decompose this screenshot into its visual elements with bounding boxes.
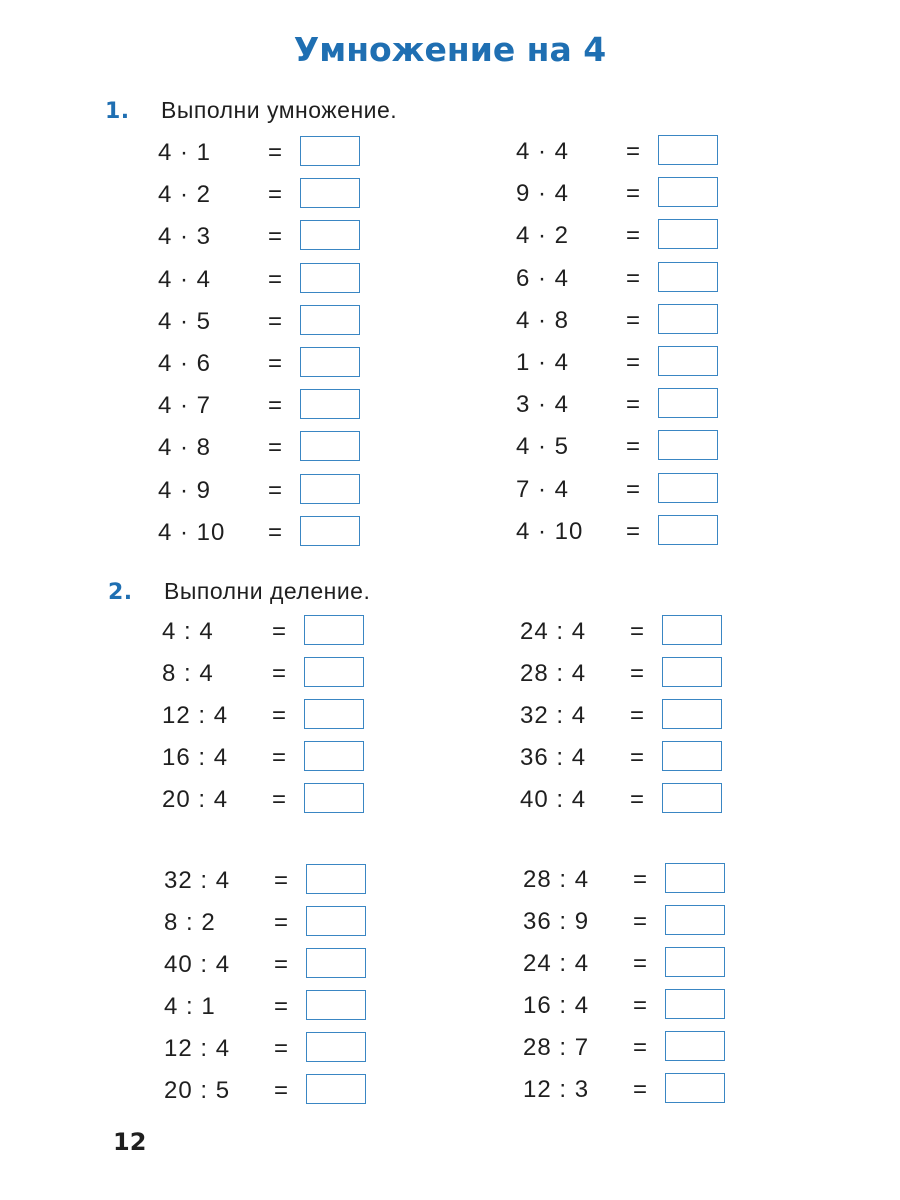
exercise-row (516, 304, 720, 338)
exercise-row (516, 262, 720, 296)
exercise-row (158, 178, 362, 212)
answer-box[interactable] (300, 389, 360, 419)
exercise-expression: 16 : 4 (523, 992, 590, 1019)
exercise-expression: 9 · 4 (516, 180, 570, 207)
answer-box[interactable] (662, 657, 722, 687)
exercise-expression: 1 · 4 (516, 349, 570, 376)
task-2-number: 2. (108, 580, 133, 605)
equals-sign: = (626, 518, 642, 545)
equals-sign: = (268, 181, 284, 208)
exercise-expression: 4 · 8 (516, 307, 570, 334)
exercise-expression: 36 : 9 (523, 908, 590, 935)
task-1-header (105, 97, 397, 124)
exercise-row (158, 474, 362, 508)
equals-sign: = (272, 786, 288, 813)
equals-sign: = (268, 434, 284, 461)
answer-box[interactable] (300, 516, 360, 546)
answer-box[interactable] (658, 219, 718, 249)
exercise-row (516, 135, 720, 169)
exercise-row (516, 346, 720, 380)
exercise-row (158, 347, 362, 381)
task-2-header (108, 578, 370, 605)
exercise-expression: 4 · 1 (158, 139, 212, 166)
exercise-expression: 8 : 4 (162, 660, 214, 687)
equals-sign: = (274, 1077, 290, 1104)
exercise-expression: 4 · 5 (516, 433, 570, 460)
exercise-row (523, 863, 727, 897)
answer-box[interactable] (658, 515, 718, 545)
exercise-expression: 12 : 4 (164, 1035, 231, 1062)
page-number: 12 (113, 1128, 147, 1156)
answer-box[interactable] (658, 177, 718, 207)
exercise-row (164, 990, 368, 1024)
equals-sign: = (626, 138, 642, 165)
exercise-expression: 8 : 2 (164, 909, 216, 936)
exercise-row (520, 657, 724, 691)
equals-sign: = (268, 223, 284, 250)
exercise-row (164, 948, 368, 982)
exercise-row (520, 615, 724, 649)
exercise-row (162, 615, 366, 649)
exercise-row (516, 430, 720, 464)
page-title: Умножение на 4 (293, 30, 607, 69)
exercise-row (516, 473, 720, 507)
exercise-expression: 4 · 2 (158, 181, 212, 208)
equals-sign: = (626, 433, 642, 460)
exercise-expression: 12 : 4 (162, 702, 229, 729)
equals-sign: = (633, 1034, 649, 1061)
equals-sign: = (630, 660, 646, 687)
equals-sign: = (630, 702, 646, 729)
answer-box[interactable] (300, 178, 360, 208)
exercise-expression: 24 : 4 (523, 950, 590, 977)
exercise-row (158, 389, 362, 423)
exercise-expression: 4 : 4 (162, 618, 214, 645)
equals-sign: = (633, 992, 649, 1019)
answer-box[interactable] (300, 431, 360, 461)
exercise-expression: 36 : 4 (520, 744, 587, 771)
equals-sign: = (626, 265, 642, 292)
equals-sign: = (272, 618, 288, 645)
answer-box[interactable] (662, 615, 722, 645)
exercise-row (158, 220, 362, 254)
answer-box[interactable] (304, 615, 364, 645)
equals-sign: = (626, 349, 642, 376)
answer-box[interactable] (300, 474, 360, 504)
equals-sign: = (633, 908, 649, 935)
exercise-expression: 28 : 7 (523, 1034, 590, 1061)
task-1-number: 1. (105, 99, 130, 124)
answer-box[interactable] (658, 135, 718, 165)
equals-sign: = (268, 519, 284, 546)
exercise-expression: 4 · 10 (516, 518, 584, 545)
exercise-row (158, 431, 362, 465)
exercise-expression: 28 : 4 (520, 660, 587, 687)
task-2-instruction: Выполни деление. (164, 578, 371, 604)
exercise-row (516, 219, 720, 253)
exercise-expression: 4 · 2 (516, 222, 570, 249)
exercise-expression: 4 · 4 (158, 266, 212, 293)
answer-box[interactable] (304, 741, 364, 771)
exercise-row (516, 177, 720, 211)
answer-box[interactable] (658, 388, 718, 418)
task-1-instruction: Выполни умножение. (161, 97, 398, 123)
answer-box[interactable] (300, 305, 360, 335)
equals-sign: = (633, 866, 649, 893)
exercise-expression: 6 · 4 (516, 265, 570, 292)
exercise-row (523, 1073, 727, 1107)
equals-sign: = (268, 392, 284, 419)
answer-box[interactable] (306, 906, 366, 936)
exercise-expression: 40 : 4 (520, 786, 587, 813)
exercise-row (158, 516, 362, 550)
exercise-expression: 20 : 4 (162, 786, 229, 813)
exercise-row (158, 305, 362, 339)
exercise-row (164, 1074, 368, 1108)
equals-sign: = (630, 618, 646, 645)
equals-sign: = (268, 308, 284, 335)
answer-box[interactable] (300, 220, 360, 250)
answer-box[interactable] (658, 430, 718, 460)
answer-box[interactable] (665, 1073, 725, 1103)
answer-box[interactable] (658, 304, 718, 334)
exercise-row (162, 699, 366, 733)
exercise-row (523, 1031, 727, 1065)
answer-box[interactable] (306, 864, 366, 894)
equals-sign: = (274, 867, 290, 894)
exercise-row (523, 989, 727, 1023)
exercise-expression: 32 : 4 (520, 702, 587, 729)
answer-box[interactable] (306, 1032, 366, 1062)
equals-sign: = (268, 477, 284, 504)
exercise-expression: 20 : 5 (164, 1077, 231, 1104)
answer-box[interactable] (300, 347, 360, 377)
answer-box[interactable] (658, 262, 718, 292)
equals-sign: = (272, 744, 288, 771)
equals-sign: = (274, 1035, 290, 1062)
answer-box[interactable] (662, 783, 722, 813)
answer-box[interactable] (665, 947, 725, 977)
answer-box[interactable] (662, 741, 722, 771)
exercise-expression: 4 · 7 (158, 392, 212, 419)
exercise-row (516, 515, 720, 549)
exercise-row (520, 741, 724, 775)
equals-sign: = (274, 909, 290, 936)
exercise-row (523, 947, 727, 981)
equals-sign: = (268, 350, 284, 377)
exercise-expression: 3 · 4 (516, 391, 570, 418)
equals-sign: = (633, 1076, 649, 1103)
answer-box[interactable] (300, 136, 360, 166)
exercise-expression: 7 · 4 (516, 476, 570, 503)
answer-box[interactable] (306, 1074, 366, 1104)
exercise-expression: 4 · 3 (158, 223, 212, 250)
answer-box[interactable] (665, 863, 725, 893)
exercise-expression: 4 · 5 (158, 308, 212, 335)
equals-sign: = (626, 222, 642, 249)
exercise-expression: 4 : 1 (164, 993, 216, 1020)
equals-sign: = (626, 180, 642, 207)
answer-box[interactable] (665, 989, 725, 1019)
answer-box[interactable] (658, 473, 718, 503)
answer-box[interactable] (658, 346, 718, 376)
equals-sign: = (272, 702, 288, 729)
equals-sign: = (268, 139, 284, 166)
exercise-expression: 28 : 4 (523, 866, 590, 893)
exercise-expression: 32 : 4 (164, 867, 231, 894)
equals-sign: = (626, 476, 642, 503)
equals-sign: = (268, 266, 284, 293)
exercise-row (523, 905, 727, 939)
equals-sign: = (626, 391, 642, 418)
exercise-row (162, 783, 366, 817)
exercise-expression: 12 : 3 (523, 1076, 590, 1103)
answer-box[interactable] (300, 263, 360, 293)
exercise-expression: 4 · 10 (158, 519, 226, 546)
answer-box[interactable] (662, 699, 722, 729)
exercise-row (158, 263, 362, 297)
equals-sign: = (626, 307, 642, 334)
exercise-row (516, 388, 720, 422)
exercise-expression: 40 : 4 (164, 951, 231, 978)
exercise-row (162, 741, 366, 775)
answer-box[interactable] (304, 657, 364, 687)
exercise-expression: 4 · 9 (158, 477, 212, 504)
answer-box[interactable] (306, 948, 366, 978)
equals-sign: = (274, 993, 290, 1020)
exercise-row (520, 783, 724, 817)
equals-sign: = (274, 951, 290, 978)
exercise-expression: 16 : 4 (162, 744, 229, 771)
exercise-row (164, 906, 368, 940)
answer-box[interactable] (304, 699, 364, 729)
equals-sign: = (630, 786, 646, 813)
equals-sign: = (630, 744, 646, 771)
exercise-expression: 4 · 4 (516, 138, 570, 165)
exercise-expression: 24 : 4 (520, 618, 587, 645)
equals-sign: = (633, 950, 649, 977)
exercise-row (164, 1032, 368, 1066)
answer-box[interactable] (306, 990, 366, 1020)
equals-sign: = (272, 660, 288, 687)
answer-box[interactable] (665, 905, 725, 935)
exercise-row (162, 657, 366, 691)
exercise-expression: 4 · 6 (158, 350, 212, 377)
answer-box[interactable] (665, 1031, 725, 1061)
exercise-row (520, 699, 724, 733)
answer-box[interactable] (304, 783, 364, 813)
exercise-row (164, 864, 368, 898)
exercise-row (158, 136, 362, 170)
exercise-expression: 4 · 8 (158, 434, 212, 461)
